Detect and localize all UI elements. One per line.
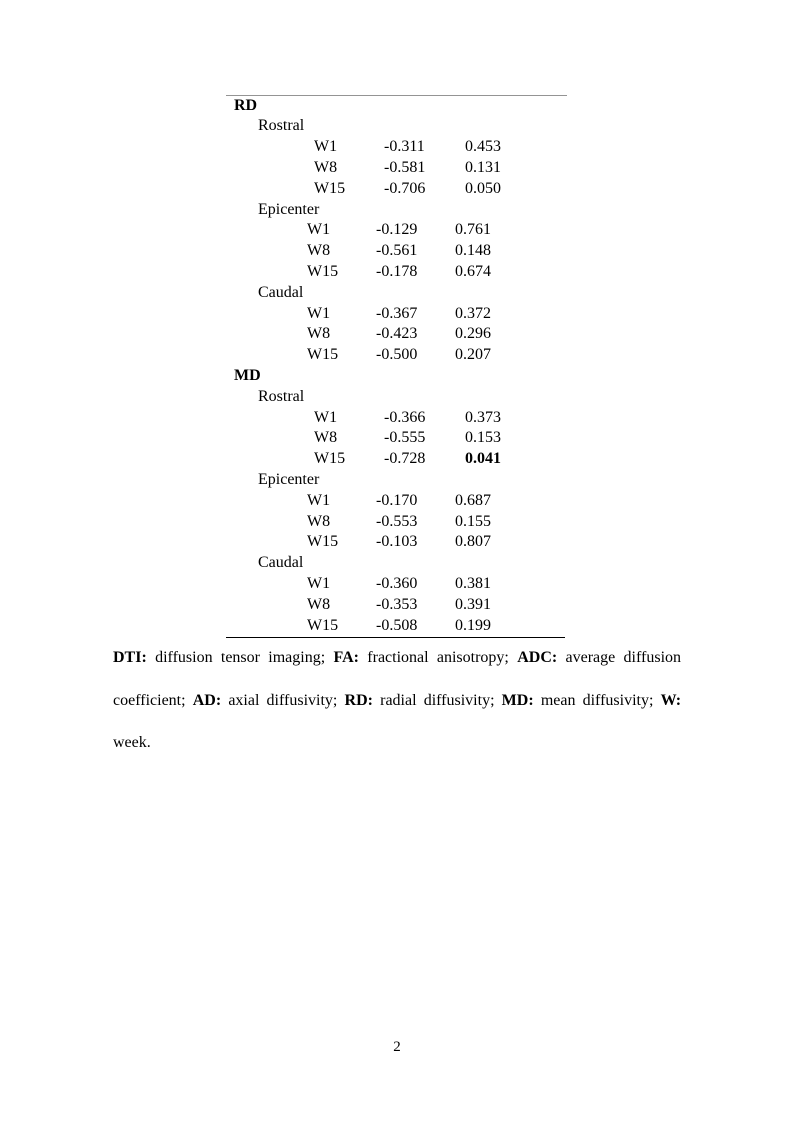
footnote-line <box>113 722 681 765</box>
table-row <box>0 449 794 470</box>
table-row <box>0 137 794 158</box>
correlation-value: -0.728 <box>384 450 426 468</box>
table-row <box>0 283 794 304</box>
p-value: 0.453 <box>465 138 501 156</box>
page-number: 2 <box>393 1039 401 1055</box>
table-row <box>0 428 794 449</box>
correlation-value: -0.553 <box>376 512 418 530</box>
table-footnote <box>113 637 681 765</box>
correlation-value: -0.500 <box>376 346 418 364</box>
timepoint-label: W8 <box>307 512 331 530</box>
section-label: MD <box>234 366 261 384</box>
region-label: Caudal <box>258 283 304 301</box>
abbreviation-term: ADC: <box>517 649 558 666</box>
p-value: 0.674 <box>455 262 491 280</box>
correlation-table <box>0 96 794 637</box>
correlation-value: -0.129 <box>376 221 418 239</box>
table-row <box>0 470 794 491</box>
footnote-line <box>113 680 681 723</box>
table-row <box>0 532 794 553</box>
table-row <box>0 595 794 616</box>
correlation-value: -0.360 <box>376 574 418 592</box>
region-label: Caudal <box>258 554 304 572</box>
p-value: 0.807 <box>455 533 491 551</box>
table-row <box>0 345 794 366</box>
table-row <box>0 262 794 283</box>
abbreviation-term: AD: <box>192 691 222 709</box>
timepoint-label: W1 <box>314 408 338 426</box>
correlation-value: -0.508 <box>376 616 418 634</box>
p-value: 0.148 <box>455 242 491 260</box>
timepoint-label: W15 <box>307 616 339 634</box>
timepoint-label: W8 <box>307 242 331 260</box>
region-label: Rostral <box>258 117 305 135</box>
p-value: 0.153 <box>465 429 501 447</box>
p-value: 0.050 <box>465 179 501 197</box>
abbreviation-term: W: <box>660 691 682 709</box>
section-label: RD <box>234 96 258 114</box>
table-row <box>0 408 794 429</box>
table-row <box>0 200 794 221</box>
abbreviation-definition: diffusion tensor imaging; <box>155 649 326 666</box>
abbreviation-definition: radial diffusivity; <box>380 691 495 709</box>
correlation-value: -0.311 <box>384 138 425 156</box>
table-row <box>0 366 794 387</box>
correlation-value: -0.170 <box>376 491 418 509</box>
correlation-value: -0.706 <box>384 179 426 197</box>
abbreviation-term: MD: <box>501 691 534 709</box>
correlation-value: -0.178 <box>376 262 418 280</box>
timepoint-label: W15 <box>314 179 346 197</box>
p-value: 0.372 <box>455 304 491 322</box>
timepoint-label: W8 <box>314 158 338 176</box>
table-row <box>0 574 794 595</box>
table-row <box>0 220 794 241</box>
region-label: Epicenter <box>258 470 320 488</box>
abbreviation-term: RD: <box>344 691 373 709</box>
timepoint-label: W8 <box>314 429 338 447</box>
table-row <box>0 241 794 262</box>
table-row <box>0 96 794 117</box>
timepoint-label: W15 <box>314 450 346 468</box>
p-value: 0.761 <box>455 221 491 239</box>
correlation-value: -0.367 <box>376 304 418 322</box>
table-row <box>0 616 794 637</box>
timepoint-label: W15 <box>307 346 339 364</box>
region-label: Rostral <box>258 387 305 405</box>
timepoint-label: W15 <box>307 262 339 280</box>
abbreviation-definition: fractional anisotropy; <box>367 649 509 666</box>
correlation-value: -0.555 <box>384 429 426 447</box>
p-value: 0.207 <box>455 346 491 364</box>
timepoint-label: W1 <box>314 138 338 156</box>
p-value: 0.296 <box>455 325 491 343</box>
footnote-line <box>113 637 681 680</box>
timepoint-label: W8 <box>307 595 331 613</box>
abbreviation-definition: week. <box>113 734 151 752</box>
p-value: 0.373 <box>465 408 501 426</box>
p-value: 0.199 <box>455 616 491 634</box>
abbreviation-definition: mean diffusivity; <box>540 691 654 709</box>
p-value: 0.391 <box>455 595 491 613</box>
table-row <box>0 387 794 408</box>
abbreviation-definition: coefficient; <box>113 691 186 709</box>
correlation-value: -0.423 <box>376 325 418 343</box>
table-row <box>0 179 794 200</box>
correlation-value: -0.581 <box>384 158 426 176</box>
timepoint-label: W1 <box>307 304 331 322</box>
table-row <box>0 324 794 345</box>
correlation-value: -0.366 <box>384 408 426 426</box>
table-row <box>0 491 794 512</box>
correlation-value: -0.103 <box>376 533 418 551</box>
p-value: 0.041 <box>465 450 501 468</box>
timepoint-label: W8 <box>307 325 331 343</box>
timepoint-label: W15 <box>307 533 339 551</box>
table-row <box>0 553 794 574</box>
table-row <box>0 116 794 137</box>
table-row <box>0 158 794 179</box>
abbreviation-definition: axial diffusivity; <box>228 691 338 709</box>
correlation-value: -0.353 <box>376 595 418 613</box>
abbreviation-term: DTI: <box>113 649 147 666</box>
p-value: 0.687 <box>455 491 491 509</box>
p-value: 0.155 <box>455 512 491 530</box>
p-value: 0.381 <box>455 574 491 592</box>
timepoint-label: W1 <box>307 574 331 592</box>
correlation-value: -0.561 <box>376 242 418 260</box>
region-label: Epicenter <box>258 200 320 218</box>
p-value: 0.131 <box>465 158 501 176</box>
timepoint-label: W1 <box>307 491 331 509</box>
abbreviation-definition: average diffusion <box>565 649 682 666</box>
abbreviation-term: FA: <box>333 649 359 666</box>
timepoint-label: W1 <box>307 221 331 239</box>
table-row <box>0 512 794 533</box>
table-row <box>0 304 794 325</box>
